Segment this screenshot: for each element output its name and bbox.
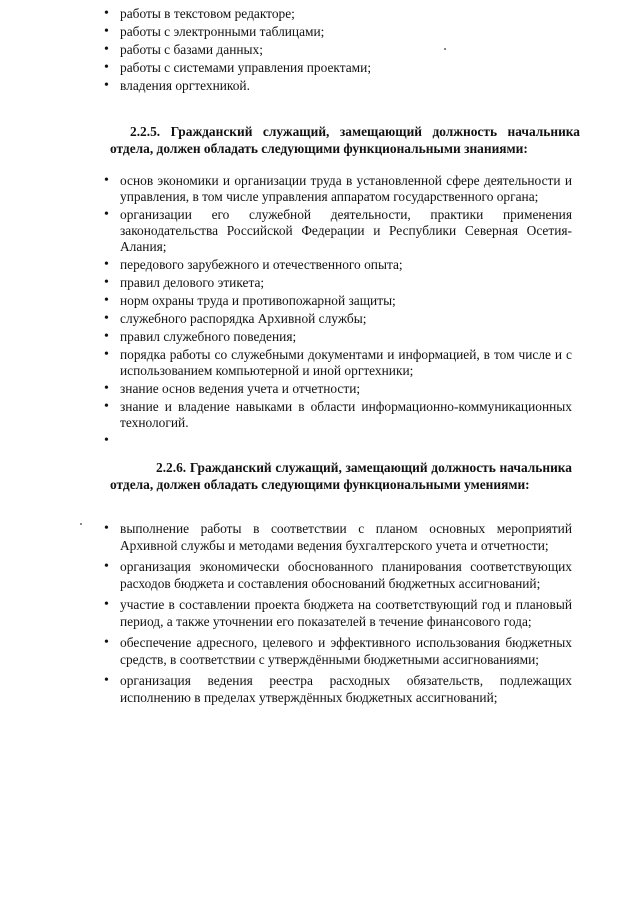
abilities-list (120, 520, 572, 710)
list-item: • организация ведения реестра расходных обязательств, подлежащих исполнению в пределах утверждённых бюджетных ассигнований; (120, 672, 572, 706)
list-item: • знание основ ведения учета и отчетности; (120, 381, 572, 397)
list-item: • обеспечение адресного, целевого и эффективного использования бюджетных средств, в соответствии с утверждёнными бюджетными ассигнованиями; (120, 634, 572, 668)
list-item: • основ экономики и организации труда в установленной сфере деятельности и управления, в том числе управления аппаратом государственного органа; (120, 173, 572, 205)
list-item: • организации его служебной деятельности, практики применения законодательства Российской Федерации и Республики Северная Осетия-Алания; (120, 207, 572, 255)
list-item: • участие в составлении проекта бюджета на соответствующий год и плановый период, а также уточнении его показателей в течение финансового года; (120, 596, 572, 630)
list-item: • работы с системами управления проектами; (120, 60, 570, 76)
empty-list-item (120, 433, 572, 447)
list-item: • работы с базами данных; (120, 42, 570, 58)
scan-speck (444, 48, 446, 50)
section-heading-2-2-5: 2.2.5. Гражданский служащий, замещающий должность начальника отдела, должен обладать следующими функциональными знаниями: (110, 124, 580, 156)
list-item: • владения оргтехникой. (120, 78, 570, 94)
list-item: • служебного распорядка Архивной службы; (120, 311, 572, 327)
scan-speck (80, 523, 82, 525)
list-item: • работы с электронными таблицами; (120, 24, 570, 40)
list-item: • правил делового этикета; (120, 275, 572, 291)
list-item: • знание и владение навыками в области информационно-коммуникационных технологий. (120, 399, 572, 431)
section-heading-2-2-6: 2.2.6. Гражданский служащий, замещающий должность начальника отдела, должен обладать следующими функциональными умениями: (110, 460, 572, 492)
list-item: • работы в текстовом редакторе; (120, 6, 570, 22)
list-item: • норм охраны труда и противопожарной защиты; (120, 293, 572, 309)
list-item: • правил служебного поведения; (120, 329, 572, 345)
list-item: • порядка работы со служебными документами и информацией, в том числе и с использованием компьютерной и иной оргтехники; (120, 347, 572, 379)
list-item: • организация экономически обоснованного планирования соответствующих расходов бюджета и составления обоснований бюджетных ассигнований; (120, 558, 572, 592)
list-item: • передового зарубежного и отечественного опыта; (120, 257, 572, 273)
list-item: • выполнение работы в соответствии с планом основных мероприятий Архивной службы и методами ведения бухгалтерского учета и отчетности; (120, 520, 572, 554)
knowledge-list (120, 173, 572, 449)
skills-list (120, 6, 570, 96)
